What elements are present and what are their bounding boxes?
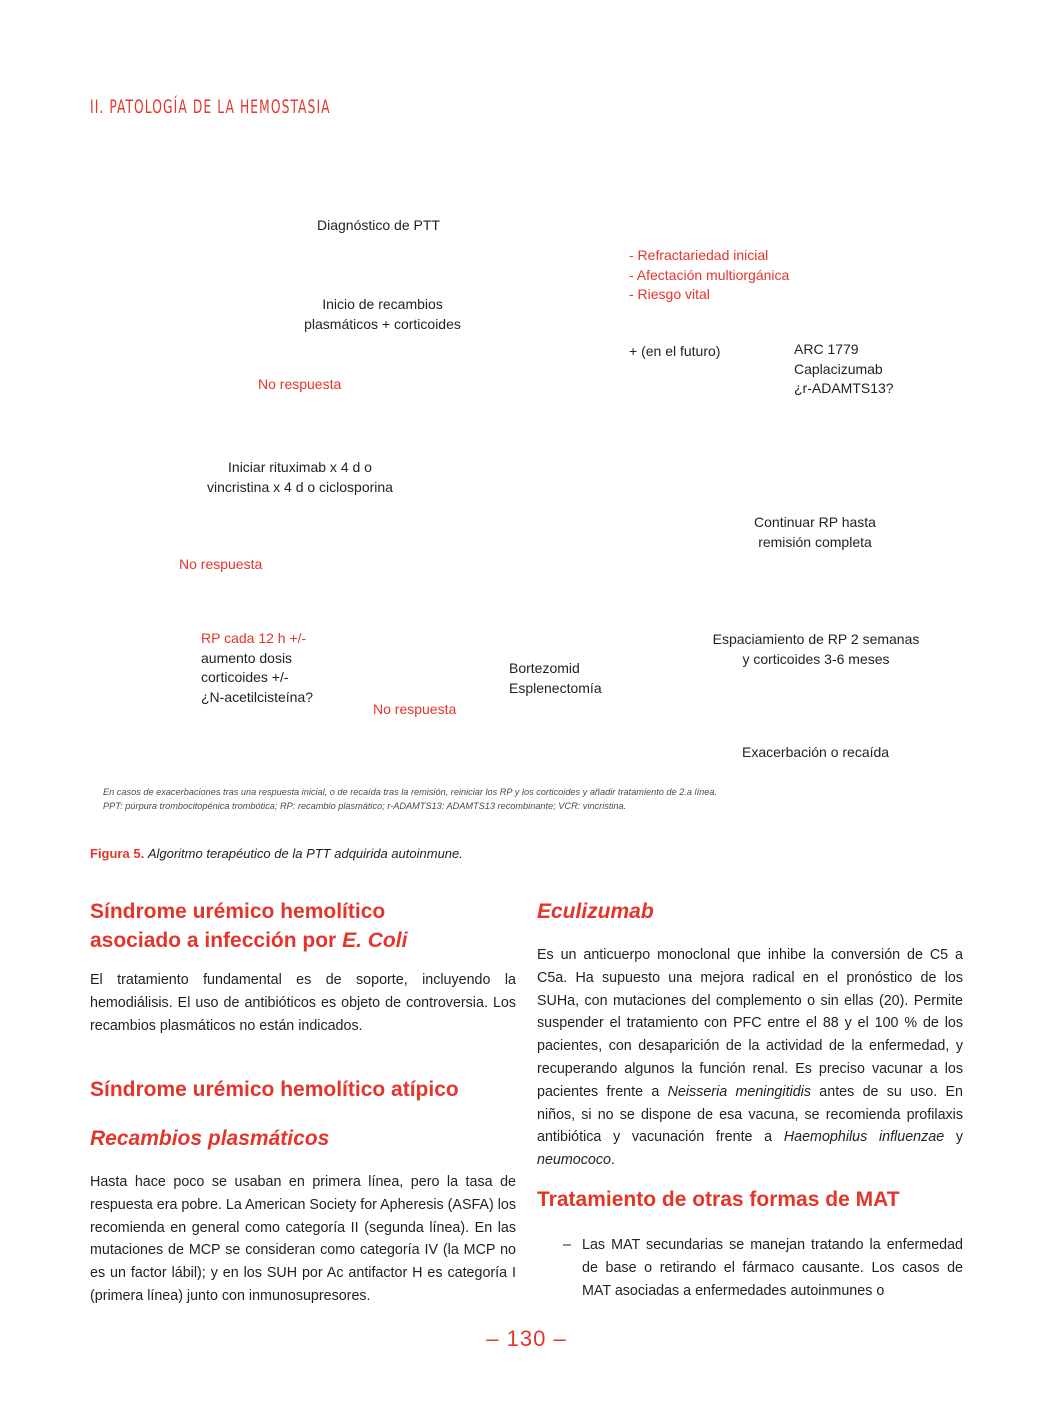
italic-run: neumococo	[537, 1152, 611, 1169]
node-bortezomid	[509, 659, 602, 698]
node-line: vincristina x 4 d o ciclosporina	[207, 478, 393, 495]
section-heading-suh-ecoli	[90, 897, 520, 955]
text-run: antes de su uso. En niños, si no se dispone de esa vacuna, se recomienda profilaxis antibiótica y vacunación frente a	[537, 1083, 963, 1146]
node-line: aumento dosis	[201, 649, 293, 666]
italic-run: Haemophilus influenzae	[783, 1129, 945, 1146]
figure-caption	[90, 846, 463, 861]
node-diagnostico: Diagnóstico de PTT	[317, 217, 440, 233]
node-inicio	[290, 295, 475, 334]
bullet-dash: –	[563, 1237, 571, 1253]
node-line: plasmáticos + corticoides	[304, 315, 461, 332]
node-line: ¿r-ADAMTS13?	[794, 380, 894, 396]
node-exacerbacion: Exacerbación o recaída	[742, 744, 890, 760]
heading-italic: E. Coli	[342, 929, 408, 952]
figure-caption-label: Figura 5.	[90, 846, 145, 861]
node-line: Inicio de recambios	[322, 296, 443, 312]
node-line: Iniciar rituximab x 4 d o	[228, 459, 372, 475]
text-run: Es un anticuerpo monoclonal que inhibe la conversión de C5 a C5a. Ha supuesto una mejora radical en el pronóstico de los SUHa, con mutaciones del complemento o sin ellas (20). Permite suspender el tratamiento con PFC entre el 88 y el 100 % de los pacientes, con desaparición de la actividad de la enfermedad, y recuperando algunos la función renal. Es preciso vacunar a los pacientes frente a	[537, 947, 963, 1100]
criterio-item: - Refractariedad inicial	[629, 247, 769, 263]
node-futuro: + (en el futuro)	[629, 343, 721, 359]
subheading-eculizumab: Eculizumab	[537, 900, 654, 923]
node-arc	[794, 340, 894, 399]
subheading-recambios: Recambios plasmáticos	[90, 1127, 330, 1150]
node-no-respuesta-2: No respuesta	[179, 556, 263, 572]
figure-note: PPT: púrpura trombocitopénica trombótica; RP: recambio plasmático; r-ADAMTS13: ADAMTS13 recombinante; VCR: vincristina.	[103, 801, 627, 811]
node-line: Bortezomid	[509, 660, 580, 676]
section-heading-suh-atipico: Síndrome urémico hemolítico atípico	[90, 1078, 459, 1101]
node-line: Espaciamiento de RP 2 semanas	[712, 631, 920, 647]
text-run: .	[610, 1152, 615, 1169]
node-criterios	[629, 246, 789, 305]
italic-run: Neisseria meningitidis	[667, 1083, 811, 1100]
node-rituximab	[190, 458, 410, 497]
node-rp-cada	[201, 629, 313, 707]
heading-line: Síndrome urémico hemolítico	[90, 900, 386, 923]
node-line: Continuar RP hasta	[754, 514, 876, 530]
node-line: remisión completa	[758, 533, 872, 550]
node-espaciamiento	[706, 630, 926, 669]
figure-caption-text: Algoritmo terapéutico de la PTT adquirida autoinmune.	[147, 846, 463, 861]
heading-line: asociado a infección por	[90, 929, 343, 952]
section-heading-otras-mat: Tratamiento de otras formas de MAT	[537, 1188, 900, 1211]
paragraph-suh-ecoli: El tratamiento fundamental es de soporte, incluyendo la hemodiálisis. El uso de antibióticos es objeto de controversia. Los recambios plasmáticos no están indicados.	[90, 972, 516, 1034]
node-line: ¿N-acetilcisteína?	[201, 688, 314, 705]
page-number: – 130 –	[486, 1326, 567, 1351]
criterio-item: - Riesgo vital	[629, 286, 710, 302]
text-run: y	[944, 1129, 963, 1146]
node-line-rp: RP cada 12 h +/-	[201, 630, 307, 646]
figure-note: En casos de exacerbaciones tras una respuesta inicial, o de recaída tras la remisión, reiniciar los RP y los corticoides y añadir tratamiento de 2.a línea.	[103, 787, 718, 797]
node-no-respuesta-1: No respuesta	[258, 376, 342, 392]
node-line: y corticoides 3-6 meses	[742, 650, 890, 667]
paragraph-recambios: Hasta hace poco se usaban en primera línea, pero la tasa de respuesta era pobre. La American Society for Apheresis (ASFA) los recomienda en general como categoría II (segunda línea). En las mutaciones de MCP se consideran como categoría IV (la MCP no es un factor lábil); y en los SUH por Ac antifactor H es categoría I (primera línea) junto con inmunosupresores.	[90, 1174, 516, 1304]
bullet-text: Las MAT secundarias se manejan tratando la enfermedad de base o retirando el fármaco causante. Los casos de MAT asociadas a enfermedades autoinmunes o	[582, 1237, 963, 1299]
criterio-item: - Afectación multiorgánica	[629, 266, 790, 283]
node-continuar	[740, 513, 890, 552]
node-line: ARC 1779	[794, 341, 859, 357]
figure-notes	[103, 785, 963, 813]
node-no-respuesta-3: No respuesta	[373, 701, 457, 717]
paragraph-eculizumab	[537, 944, 963, 1172]
chapter-title: II. PATOLOGÍA DE LA HEMOSTASIA	[90, 96, 331, 118]
node-line: Esplenectomía	[509, 679, 602, 696]
node-line: Caplacizumab	[794, 360, 883, 377]
node-line: corticoides +/-	[201, 669, 289, 685]
